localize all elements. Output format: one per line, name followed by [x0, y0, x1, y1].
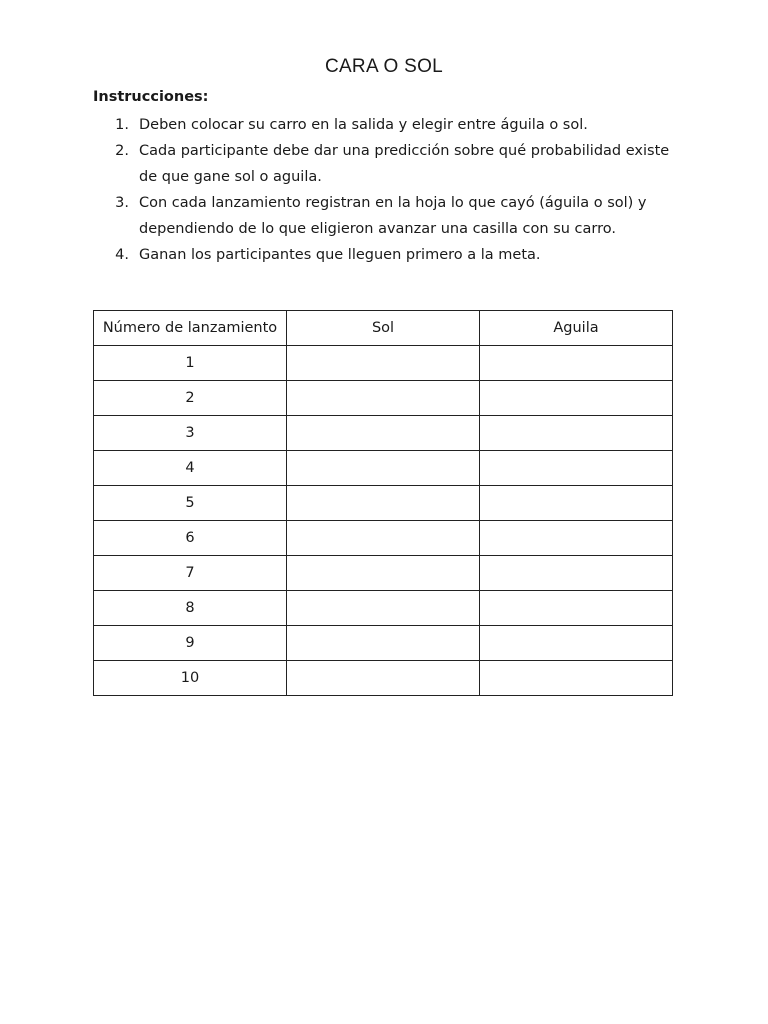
instructions-list — [93, 112, 683, 268]
toss-number-cell: 2 — [94, 381, 287, 416]
toss-record-table — [93, 310, 673, 696]
aguila-cell[interactable] — [480, 381, 673, 416]
instruction-item — [93, 112, 683, 138]
toss-number-cell: 3 — [94, 416, 287, 451]
instruction-text: Ganan los participantes que lleguen primero a la meta. — [139, 247, 541, 263]
toss-number-cell: 9 — [94, 626, 287, 661]
toss-number-cell: 5 — [94, 486, 287, 521]
aguila-cell[interactable] — [480, 486, 673, 521]
table-row — [94, 521, 673, 556]
table-row — [94, 381, 673, 416]
sol-cell[interactable] — [287, 556, 480, 591]
instruction-item — [93, 242, 683, 268]
sol-cell[interactable] — [287, 661, 480, 696]
table-row — [94, 556, 673, 591]
instruction-text: Deben colocar su carro en la salida y elegir entre águila o sol. — [139, 117, 588, 133]
table-row — [94, 626, 673, 661]
instruction-item — [93, 190, 683, 242]
header-toss-number: Número de lanzamiento — [94, 311, 287, 346]
table-row — [94, 661, 673, 696]
table-row — [94, 346, 673, 381]
sol-cell[interactable] — [287, 591, 480, 626]
sol-cell[interactable] — [287, 381, 480, 416]
instructions-heading: Instrucciones: — [93, 89, 209, 105]
instruction-text: Con cada lanzamiento registran en la hoja lo que cayó (águila o sol) y dependiendo de lo que eligieron avanzar una casilla con su carro. — [139, 195, 647, 237]
sol-cell[interactable] — [287, 346, 480, 381]
page-title: CARA O SOL — [324, 56, 444, 77]
sol-cell[interactable] — [287, 486, 480, 521]
toss-number-cell: 4 — [94, 451, 287, 486]
table-header-row — [94, 311, 673, 346]
toss-number-cell: 1 — [94, 346, 287, 381]
table-row — [94, 486, 673, 521]
aguila-cell[interactable] — [480, 521, 673, 556]
table-row — [94, 416, 673, 451]
instruction-number: 1. — [115, 117, 129, 133]
sol-cell[interactable] — [287, 521, 480, 556]
toss-number-cell: 6 — [94, 521, 287, 556]
sol-cell[interactable] — [287, 451, 480, 486]
sol-cell[interactable] — [287, 626, 480, 661]
header-aguila: Aguila — [480, 311, 673, 346]
aguila-cell[interactable] — [480, 591, 673, 626]
toss-number-cell: 7 — [94, 556, 287, 591]
aguila-cell[interactable] — [480, 661, 673, 696]
toss-number-cell: 8 — [94, 591, 287, 626]
aguila-cell[interactable] — [480, 626, 673, 661]
sol-cell[interactable] — [287, 416, 480, 451]
table-row — [94, 591, 673, 626]
instruction-number: 4. — [115, 247, 129, 263]
aguila-cell[interactable] — [480, 346, 673, 381]
aguila-cell[interactable] — [480, 451, 673, 486]
instruction-item — [93, 138, 683, 190]
instruction-number: 3. — [115, 195, 129, 211]
instruction-number: 2. — [115, 143, 129, 159]
aguila-cell[interactable] — [480, 556, 673, 591]
instruction-text: Cada participante debe dar una predicción sobre qué probabilidad existe de que gane sol o aguila. — [139, 143, 670, 185]
toss-number-cell: 10 — [94, 661, 287, 696]
instructions-section — [93, 86, 683, 268]
header-sol: Sol — [287, 311, 480, 346]
aguila-cell[interactable] — [480, 416, 673, 451]
table-row — [94, 451, 673, 486]
